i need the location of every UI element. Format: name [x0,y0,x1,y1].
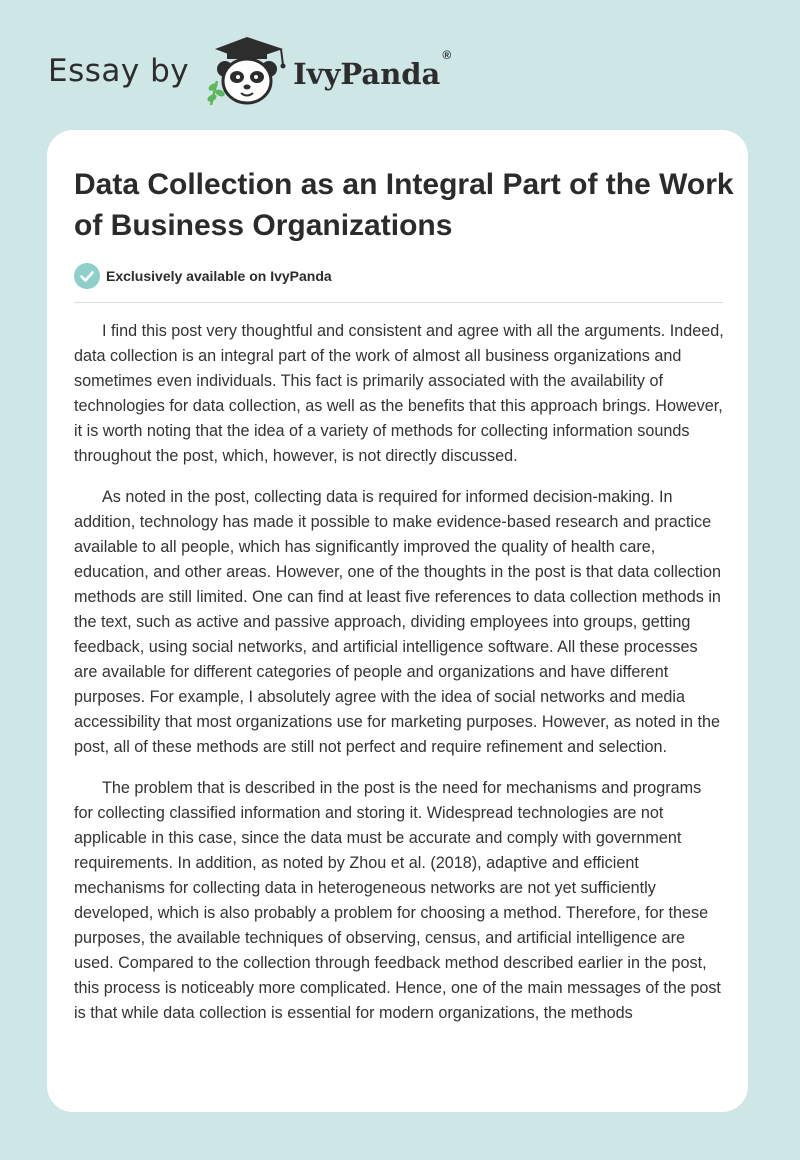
badge-label: Exclusively available on IvyPanda [106,268,332,284]
paragraph: As noted in the post, collecting data is required for informed decision-making. In addition, technology has made it possible to make evidence-based research and practice available to all people, which has significantly improved the quality of health care, education, and other areas. However, one of the thoughts in the post is that data collection methods are still limited. One can find at least five references to data collection methods in the text, such as active and passive approach, dividing employees into groups, getting feedback, using social networks, and artificial intelligence software. All these processes are available for different categories of people and organizations and have different purposes. For example, I absolutely agree with the idea of social networks and media accessibility that most organizations use for marketing purposes. However, as noted in the post, all of these methods are still not perfect and require refinement and selection. [74,488,722,756]
essay-card [47,130,748,1112]
paragraph: I find this post very thoughtful and consistent and agree with all the arguments. Indeed, data collection is an integral part of the work of almost all business organizations and sometimes even individuals. This fact is primarily associated with the availability of technologies for data collection, as well as the benefits that this approach brings. However, it is worth noting that the idea of a variety of methods for collecting information sounds throughout the post, which, however, is not directly discussed. [74,322,724,465]
brand-prefix: Essay by [48,53,190,89]
divider [74,302,723,303]
registered-mark: ® [442,48,452,62]
essay-body [74,319,724,1042]
page-title: Data Collection as an Integral Part of the Work of Business Organizations [74,168,734,242]
exclusive-badge [74,263,332,289]
site-header[interactable] [48,36,451,106]
paragraph: The problem that is described in the post is the need for mechanisms and programs for collecting classified information and storing it. Widespread technologies are not applicable in this case, since the data must be accurate and comply with government requirements. In addition, as noted by Zhou et al. (2018), adaptive and efficient mechanisms for collecting data in heterogeneous networks are not yet sufficiently developed, which is also probably a problem for choosing a method. Therefore, for these purposes, the available techniques of observing, census, and artificial intelligence are used. Compared to the collection through feedback method described earlier in the post, this process is noticeably more complicated. Hence, one of the main messages of the post is that while data collection is essential for modern organizations, the methods [74,779,721,1022]
panda-graduate-logo-icon [203,35,291,107]
checkmark-circle-icon [74,263,100,289]
brand-name: IvyPanda [293,57,441,91]
